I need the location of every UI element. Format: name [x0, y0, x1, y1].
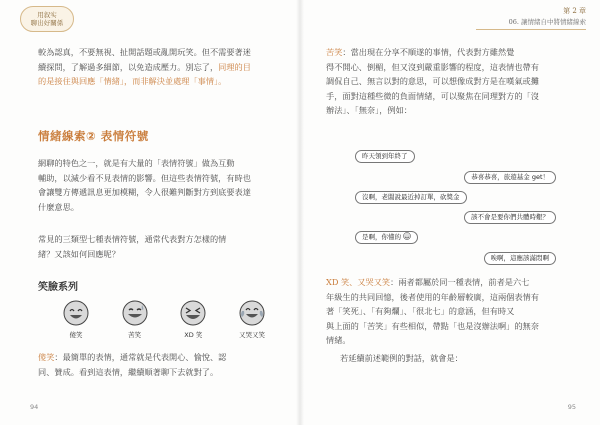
section-label: 06. 讓情緒自中將情緒線索 [508, 18, 586, 26]
cry-laugh-emoji-icon [239, 300, 265, 326]
chat-bubble-received: 昨天領到年終了 [355, 150, 415, 163]
text-line: 辦法」、「無奈」，例如： [326, 105, 412, 115]
emoji-label: XD 笑 [184, 331, 203, 339]
emoji-label: 傻笑 [69, 331, 83, 339]
text-line: 調侃自己、無言以對的意思，可以想像成對方是在嘆氣或攤 [326, 76, 539, 86]
left-page [0, 0, 298, 425]
paragraph-continue: 若延續前述範例的對話，就會是： [340, 353, 463, 363]
section-title: 情緒線索② 表情符號 [38, 129, 149, 143]
paragraph-1 [38, 156, 270, 214]
lead-term: 苦笑 [326, 47, 343, 57]
text-line: 情緒。 [326, 335, 351, 345]
text-line: 年級生的共同回憶，後者使用的年齡層較廣，這兩個表情有 [326, 291, 539, 302]
text-line: 手，面對這種些微的負面情緒，可以聚焦在同理對方的「沒 [326, 90, 539, 101]
text-line: 緒？又該如何回應呢？ [38, 248, 120, 259]
emoji-item [113, 300, 157, 339]
chat-bubble-sent: 該不會是要你們共體時艱？ [464, 211, 556, 224]
emoji-item [230, 300, 274, 339]
chapter-label: 第 2 章 [563, 7, 586, 15]
emoji-item [171, 300, 215, 339]
text-line: ：當出現在分享不順遂的事情，代表對方雖然覺 [342, 47, 515, 57]
badge-line-2: 聊出好關係 [30, 19, 64, 27]
text-line: 常見的三類型七種表情符號，通常代表對方怎樣的情 [38, 234, 227, 244]
text-line: 得不開心、倒楣，但又沒到嚴重影響的程度，這表情也帶有 [326, 61, 539, 72]
bubble-text: 是啊，你懂的 [362, 233, 401, 241]
intro-paragraph [38, 45, 270, 89]
paragraph-smile [38, 350, 270, 379]
emoji-item [54, 300, 98, 339]
badge-line-1: 用叙实 [37, 11, 57, 19]
text-line: 輔助，以減少看不見表情的影響。但這些表情符號，有時也 [38, 172, 251, 183]
emoji-row [54, 300, 274, 339]
text-line: ：最簡單的表情，通常就是代表開心、愉悅、認 [54, 352, 227, 362]
chat-bubble-sent: 恭喜恭喜，旅遊基金 get！ [464, 171, 556, 184]
xd-laugh-emoji-icon [180, 300, 206, 326]
paragraph-xd [326, 275, 566, 348]
smile-emoji-icon [403, 232, 411, 240]
text-line: 較為認真，不要無視、扯開話題或亂開玩笑。但不需要著迷 [38, 47, 251, 57]
lead-term: 傻笑 [38, 352, 55, 362]
lead-term: XD 笑、又哭又笑 [326, 277, 391, 287]
text-line: 著「笑死」、「有夠爛」、「很北七」的意涵，但有時又 [326, 306, 515, 316]
highlight-text: 的是接住與回應「情緒」，而非解決並處理「事情」。 [38, 76, 227, 86]
chat-bubble-received: 沒啊，老闆說最近掉訂單，砍獎金 [355, 191, 467, 204]
page-number-left: 94 [30, 403, 39, 411]
text-line: 與上面的「苦笑」有些相似，帶點「也是沒辦法啊」的無奈 [326, 320, 539, 331]
paragraph-2 [38, 232, 270, 261]
text-line: 會讓雙方傳遞訊息更加模糊，令人很難判斷對方到底要表達 [38, 187, 251, 197]
book-title-badge [20, 6, 74, 32]
text-line: 續探問，了解過多細節，以免造成壓力。別忘了， [38, 61, 219, 72]
smile-emoji-icon [63, 300, 89, 326]
text-line: ：兩者都屬於同一種表情，前者是六七 [390, 277, 530, 287]
text-line: 網聊的特色之一，就是有大量的「表情符號」做為互動 [38, 158, 235, 168]
text-line: 同、贊成。看到這表情，繼續順著聊下去就對了。 [38, 366, 219, 377]
chat-bubble-sent: 唉啊，這應該滿悶啊 [484, 252, 557, 265]
bitter-smile-emoji-icon [122, 300, 148, 326]
emoji-label: 又哭又笑 [238, 331, 265, 339]
right-page [302, 0, 600, 425]
emoji-series-heading: 笑臉系列 [38, 282, 78, 293]
chat-bubble-received [355, 231, 418, 244]
emoji-label: 苦笑 [128, 331, 142, 339]
page-number-right: 95 [567, 403, 576, 411]
text-line: 什麼意思。 [38, 201, 79, 212]
highlight-text: 同理的目 [218, 61, 251, 72]
